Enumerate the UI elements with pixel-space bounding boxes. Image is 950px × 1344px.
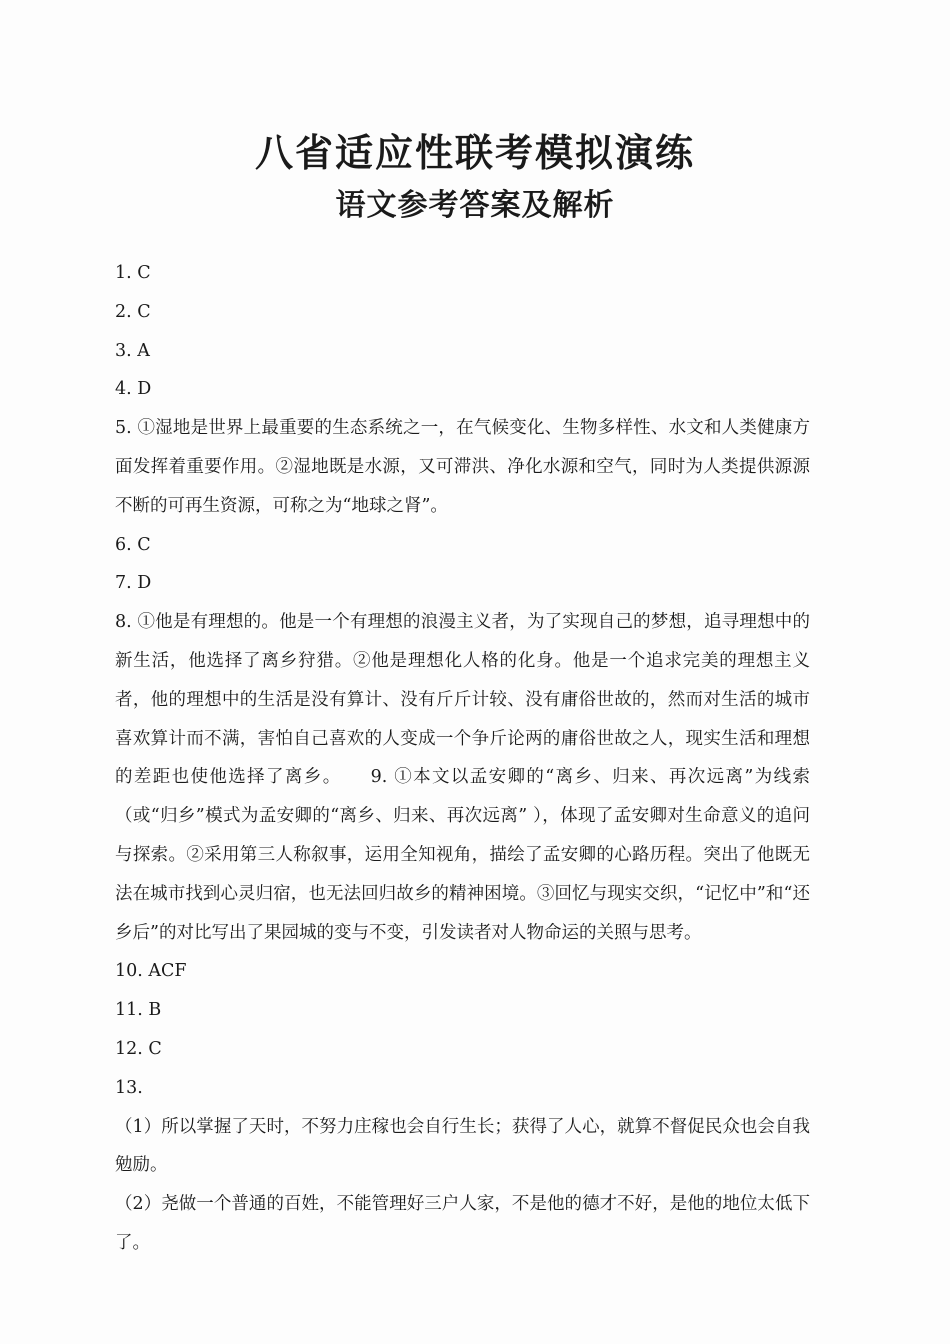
answer-13-part-1: （1）所以掌握了天时，不努力庄稼也会自行生长；获得了人心，就算不督促民众也会自我勉励。 <box>115 1116 810 1176</box>
document-subtitle: 语文参考答案及解析 <box>335 188 615 223</box>
answer-11: 11. B <box>115 1000 162 1021</box>
answer-8-9: 8. ①他是有理想的。他是一个有理想的浪漫主义者，为了实现自己的梦想，追寻理想中的新生活，他选择了离乡狩猎。②他是理想化人格的化身。他是一个追求完美的理想主义者，他的理想中的生活是没有算计、没有斤斤计较、没有庸俗世故的，然而对生活的城市喜欢算计而不满，害怕自己喜欢的人变成一个争斤论两的庸俗世故之人，现实生活和理想的差距也使他选择了离乡。 9. ①本文以孟安卿的“离乡、归来、再次远离”为线索（或“归乡”模式为孟安卿的“离乡、归来、再次远离” ），体现了孟安卿对生命意义的追问与探索。②采用第三人称叙事，运用全知视角，描绘了孟安卿的心路历程。突出了他既无法在城市找到心灵归宿，也无法回归故乡的精神困境。③回忆与现实交织，“记忆中”和“还乡后”的对比写出了果园城的变与不变，引发读者对人物命运的关照与思考。 <box>115 612 810 943</box>
answer-7: 7. D <box>115 573 152 594</box>
answer-5: 5. ①湿地是世界上最重要的生态系统之一，在气候变化、生物多样性、水文和人类健康方面发挥着重要作用。②湿地既是水源，又可滞洪、净化水源和空气，同时为人类提供源源不断的可再生资源，可称之为“地球之肾”。 <box>115 418 810 516</box>
answer-1: 1. C <box>115 263 151 283</box>
answer-10: 10. ACF <box>115 961 187 982</box>
document-title: 八省适应性联考模拟演练 <box>254 131 695 175</box>
answer-12: 12. C <box>115 1038 162 1059</box>
answer-2: 2. C <box>115 301 151 322</box>
answer-13-part-2: （2）尧做一个普通的百姓，不能管理好三户人家，不是他的德才不好，是他的地位太低下了。 <box>115 1194 810 1253</box>
answer-list <box>115 254 810 1263</box>
answer-6: 6. C <box>115 534 151 555</box>
answer-4: 4. D <box>115 379 152 400</box>
answer-3: 3. A <box>115 340 150 361</box>
answer-13: 13. <box>115 1077 143 1098</box>
